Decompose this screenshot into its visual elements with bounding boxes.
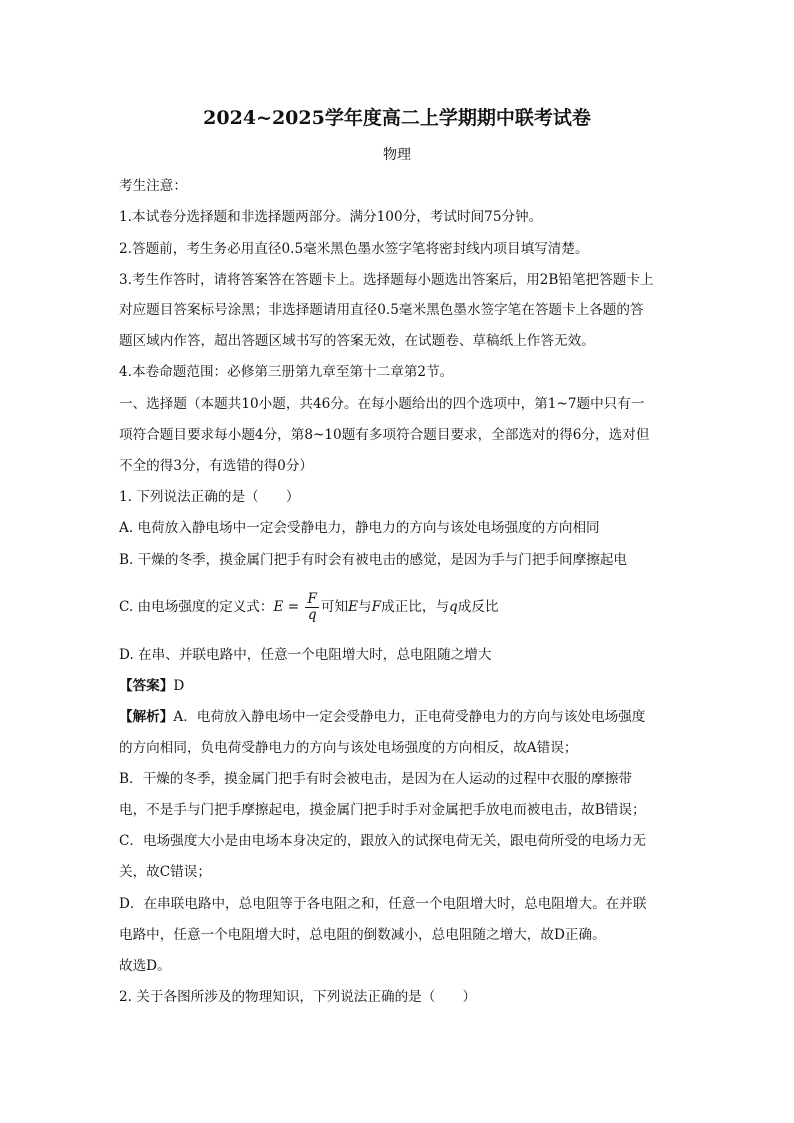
answer-line [119, 676, 184, 696]
symbol-q: q [449, 599, 458, 615]
page-title: 2024~2025学年度高二上学期期中联考试卷 [203, 107, 591, 129]
note-2: 2.答题前，考生务必用直径0.5毫米黑色墨水签字笔将密封线内项目填写清楚。 [119, 241, 589, 257]
subject-label: 物理 [383, 147, 411, 163]
analysis-line-8: 电路中，任意一个电阻增大时，总电阻的倒数减小，总电阻随之增大，故D正确。 [119, 927, 606, 943]
analysis-label: 【解析】 [119, 709, 174, 725]
answer-label: 【答案】 [119, 678, 174, 694]
analysis-text-1: A．电荷放入静电场中一定会受静电力，正电荷受静电力的方向与该处电场强度 [173, 709, 646, 725]
note-3-line-2: 对应题目答案标号涂黑；非选择题请用直径0.5毫米黑色墨水签字笔在答题卡上各题的答 [119, 302, 644, 318]
analysis-line-1 [119, 707, 645, 727]
formula-e: E [273, 599, 284, 615]
section-intro-line-2: 项符合题目要求每小题4分，第8~10题有多项符合题目要求，全部选对的得6分，选对但 [119, 427, 650, 443]
note-3-line-3: 题区域内作答，超出答题区域书写的答案无效，在试题卷、草稿纸上作答无效。 [119, 333, 595, 349]
section-intro-line-1: 一、选择题（本题共10小题，共46分。在每小题给出的四个选项中，第1~7题中只有一 [119, 396, 645, 412]
note-1: 1.本试卷分选择题和非选择题两部分。满分100分，考试时间75分钟。 [119, 209, 543, 225]
option-c-text-2: 与 [358, 599, 372, 615]
formula-equals: = [283, 599, 304, 615]
note-3-line-1: 3.考生作答时，请将答案答在答题卡上。选择题每小题选出答案后，用2B铅笔把答题卡上 [119, 272, 654, 288]
analysis-line-2: 的方向相同，负电荷受静电力的方向与该处电场强度的方向相反，故A错误； [119, 740, 578, 756]
analysis-line-4: 电，不是手与门把手摩擦起电，摸金属门把手时手对金属把手放电而被电击，故B错误； [119, 802, 646, 818]
option-c-text-4: 成反比 [457, 599, 499, 615]
analysis-line-6: 关，故C错误； [119, 864, 211, 880]
question-2-stem: 2. 关于各图所涉及的物理知识，下列说法正确的是（ ） [119, 989, 477, 1005]
option-c-text-3: 成正比，与 [381, 599, 450, 615]
symbol-f: F [371, 599, 382, 615]
formula-fraction [305, 592, 318, 623]
analysis-line-5: C．电场强度大小是由电场本身决定的，跟放入的试探电荷无关，跟电荷所受的电场力无 [119, 833, 646, 849]
question-1-stem: 1. 下列说法正确的是（ ） [119, 489, 300, 505]
question-1-option-d: D. 在串、并联电路中，任意一个电阻增大时，总电阻随之增大 [119, 647, 492, 663]
answer-value: D [173, 678, 185, 694]
question-1-option-c [119, 592, 499, 623]
fraction-denominator: q [307, 607, 317, 623]
analysis-line-7: D．在串联电路中，总电阻等于各电阻之和，任意一个电阻增大时，总电阻增大。在并联 [119, 896, 647, 912]
note-4: 4.本卷命题范围：必修第三册第九章至第十二章第2节。 [119, 364, 454, 380]
symbol-e: E [348, 599, 359, 615]
fraction-numerator: F [307, 591, 317, 607]
question-1-option-b: B. 干燥的冬季，摸金属门把手有时会有被电击的感觉，是因为手与门把手间摩擦起电 [119, 552, 628, 568]
analysis-line-3: B．干燥的冬季，摸金属门把手有时会被电击，是因为在人运动的过程中衣服的摩擦带 [119, 771, 632, 787]
section-intro-line-3: 不全的得3分，有选错的得0分） [119, 458, 314, 474]
question-1-option-a: A. 电荷放入静电场中一定会受静电力，静电力的方向与该处电场强度的方向相同 [119, 520, 600, 536]
option-c-text-1: 可知 [320, 599, 349, 615]
analysis-line-9: 故选D。 [119, 958, 171, 974]
option-c-prefix: C. 由电场强度的定义式： [119, 599, 274, 615]
notes-heading: 考生注意： [119, 178, 187, 194]
